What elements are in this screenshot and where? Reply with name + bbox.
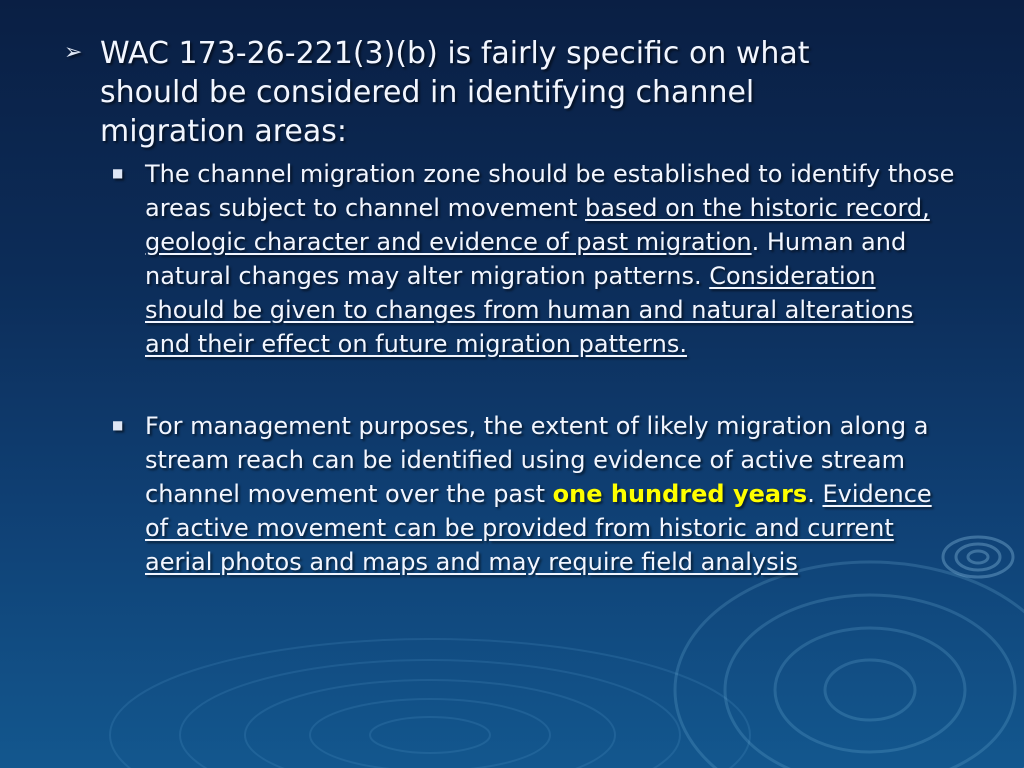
main-bullet-text: WAC 173-26-221(3)(b) is fairly specific on what should be considered in identifying channel migration areas: (100, 36, 810, 149)
sub-bullet-1 (112, 157, 964, 361)
sub-bullet-1-part2: . Human and natural changes may alter migration patterns. (145, 228, 907, 290)
sub-bullet-2-link1[interactable]: Evidence of active movement can be provided from historic and current aerial photos and maps and may require field analysis (145, 480, 932, 576)
sub-bullet-2-highlight: one hundred years (552, 480, 808, 508)
slide-content (64, 34, 964, 579)
sub-bullet-2-text (145, 409, 957, 579)
sub-bullet-2 (112, 409, 964, 579)
sub-bullet-1-link1[interactable]: based on the historic record, geologic character and evidence of past migration (145, 194, 930, 256)
arrow-bullet-icon: ➢ (64, 40, 83, 65)
sub-bullet-list (112, 157, 964, 579)
square-bullet-icon: ■ (112, 166, 124, 180)
sub-bullet-1-text (145, 157, 957, 361)
square-bullet-icon: ■ (112, 418, 124, 432)
sub-bullet-1-part1: The channel migration zone should be established to identify those areas subject to channel movement (145, 160, 955, 222)
main-bullet (64, 34, 964, 151)
sub-bullet-2-part1: For management purposes, the extent of likely migration along a stream reach can be identified using evidence of active stream channel movement over the past (145, 412, 929, 508)
sub-bullet-2-part2: . (807, 480, 823, 508)
sub-bullet-1-link2[interactable]: Consideration should be given to changes from human and natural alterations and their effect on future migration patterns. (145, 262, 914, 358)
